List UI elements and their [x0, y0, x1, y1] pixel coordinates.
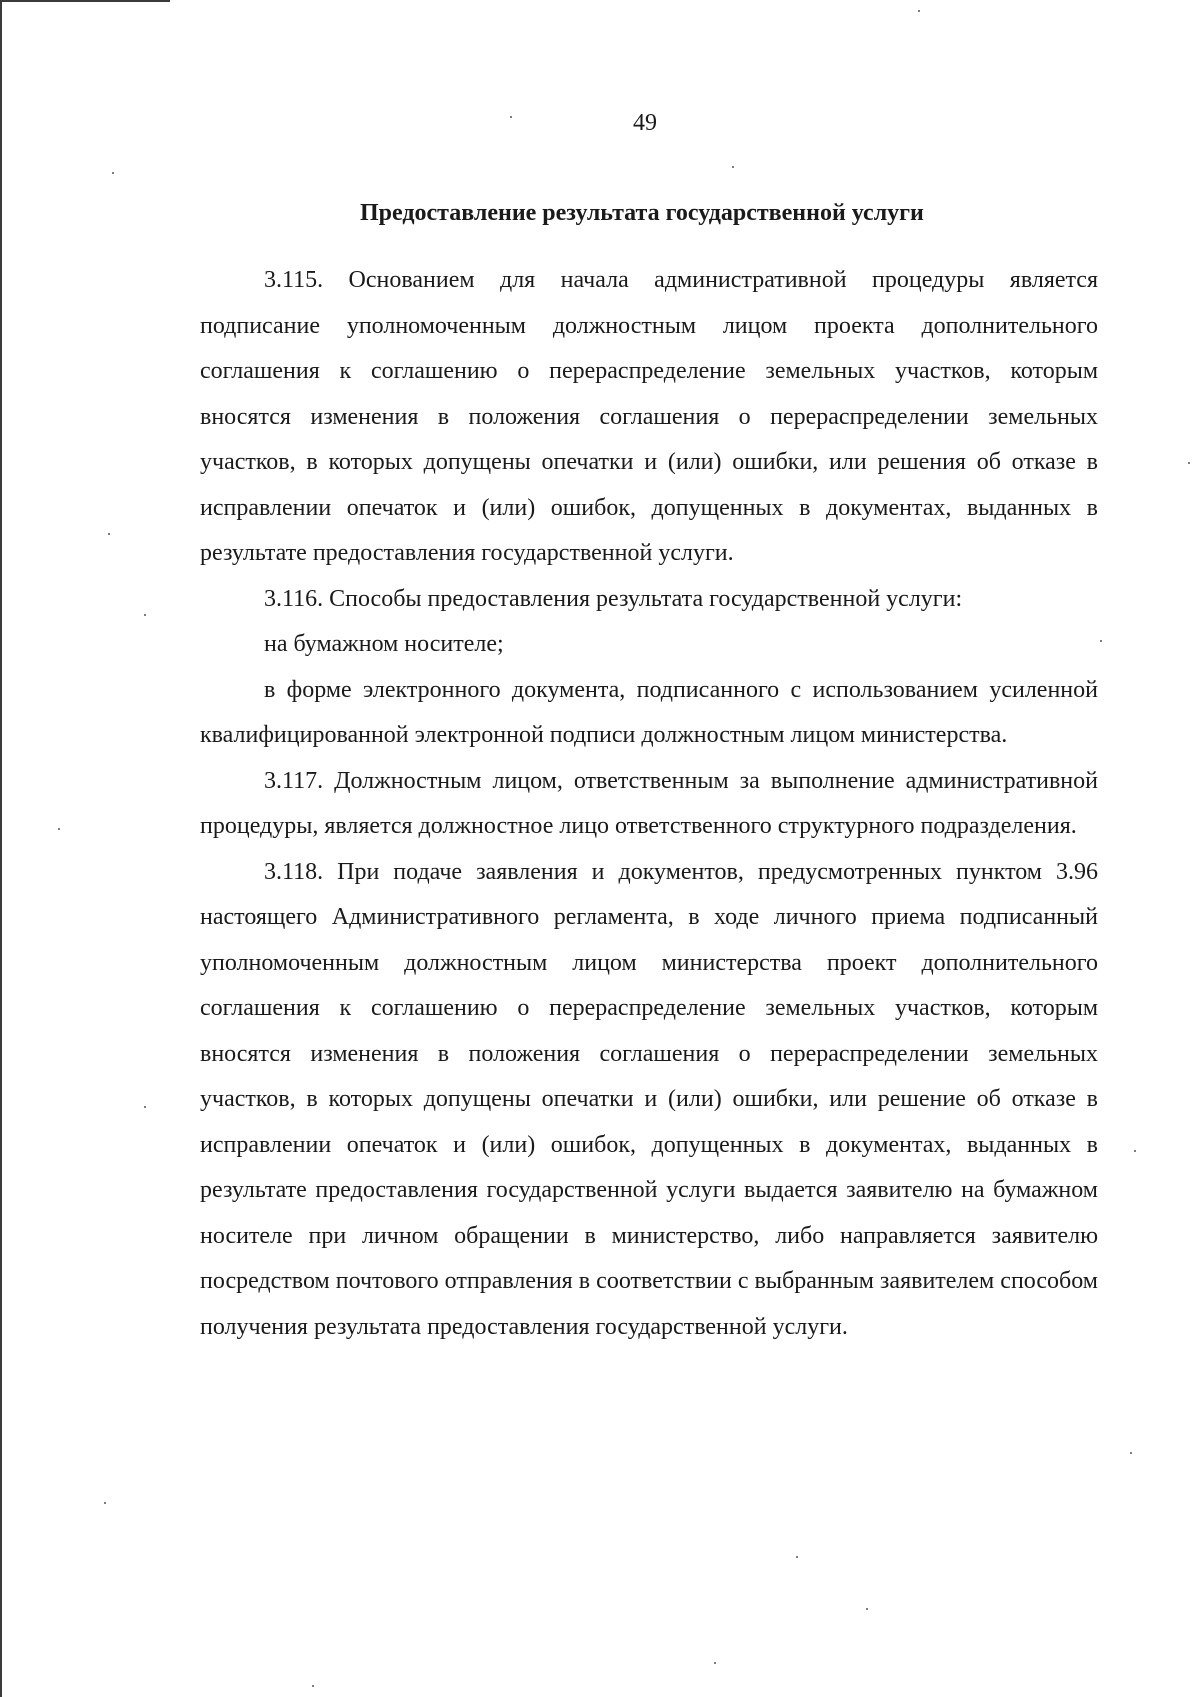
scan-speck — [112, 172, 114, 174]
scan-speck — [104, 1502, 106, 1504]
paragraph-3-116: 3.116. Способы предоставления результата государственной услуги: — [264, 585, 963, 612]
section-heading: Предоставление результата государственной услуги — [360, 200, 924, 226]
paragraph-3-117: 3.117. Должностным лицом, ответственным за выполнение административной процедуры, является должностное лицо ответственного структурного подразделения. — [200, 767, 1098, 839]
scan-speck — [796, 1556, 798, 1558]
scan-edge-top — [0, 0, 170, 2]
scan-speck — [108, 533, 110, 535]
scan-speck — [732, 166, 734, 168]
scan-edge-left — [0, 0, 2, 1697]
scan-speck — [510, 116, 512, 118]
paragraph-paper-medium: на бумажном носителе; — [264, 631, 504, 657]
scan-speck — [714, 1662, 716, 1664]
scan-speck — [312, 1685, 314, 1687]
scan-speck — [1188, 462, 1190, 464]
paragraph-3-115: 3.115. Основанием для начала административной процедуры является подписание уполномоченным должностным лицом проекта дополнительного соглашения к соглашению о перераспределение земельных участков, которым вносятся изменения в положения соглашения о перераспределении земельных участков, в которых допущены опечатки и (или) ошибки, или решения об отказе в исправлении опечаток и (или) ошибок, допущенных в документах, выданных в результате предоставления государственной услуги. — [200, 267, 1098, 566]
paragraph-electronic-document: в форме электронного документа, подписанного с использованием усиленной квалифицированной электронной подписи должностным лицом министерства. — [200, 676, 1098, 748]
paragraph-3-118: 3.118. При подаче заявления и документов, предусмотренных пунктом 3.96 настоящего Административного регламента, в ходе личного приема подписанный уполномоченным должностным лицом министерства проект дополнительного соглашения к соглашению о перераспределение земельных участков, которым вносятся изменения в положения соглашения о перераспределении земельных участков, в которых допущены опечатки и (или) ошибки, или решение об отказе в исправлении опечаток и (или) ошибок, допущенных в документах, выданных в результате предоставления государственной услуги выдается заявителю на бумажном носителе при личном обращении в министерство, либо направляется заявителю посредством почтового отправления в соответствии с выбранным заявителем способом получения результата предоставления государственной услуги. — [200, 858, 1098, 1340]
scan-speck — [1100, 640, 1102, 642]
scan-speck — [144, 1106, 146, 1108]
scan-speck — [918, 10, 920, 12]
document-body — [200, 258, 1098, 1350]
page-number: 49 — [633, 110, 657, 136]
scan-speck — [58, 828, 60, 830]
scan-speck — [144, 614, 146, 616]
scan-speck — [866, 1608, 868, 1610]
scan-speck — [1134, 1150, 1136, 1152]
scan-speck — [1130, 1452, 1132, 1454]
